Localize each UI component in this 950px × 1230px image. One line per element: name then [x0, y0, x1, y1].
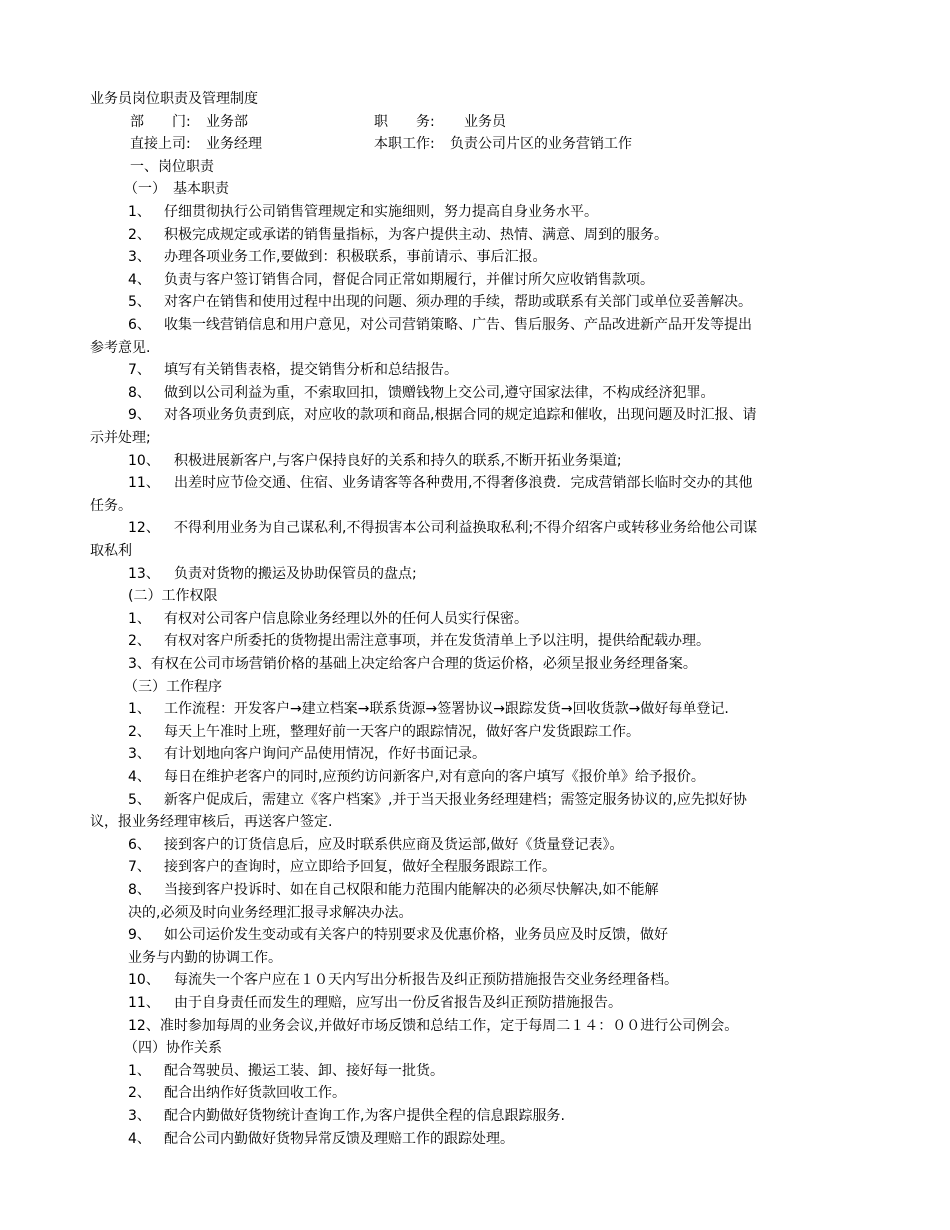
dept-label: 部 门:: [130, 113, 191, 130]
list-item: 3、 办理各项业务工作,要做到：积极联系，事前请示、事后汇报。: [0, 246, 950, 269]
header-row-1: [0, 111, 950, 134]
position-value: 业务员: [464, 113, 506, 130]
dept-value: 业务部: [206, 113, 248, 130]
list-item: 7、 接到客户的查询时，应立即给予回复，做好全程服务跟踪工作。: [0, 856, 950, 879]
list-item: 10、 积极进展新客户,与客户保持良好的关系和持久的联系,不断开拓业务渠道;: [0, 450, 950, 473]
list-item-continuation: 任务。: [90, 497, 132, 514]
section-heading: 一、岗位职责: [130, 158, 214, 175]
subsection-heading: （四）协作关系: [124, 1040, 222, 1057]
list-item: 10、 每流失一个客户应在１０天内写出分析报告及纠正预防措施报告交业务经理备档。: [0, 969, 950, 992]
superior-label: 直接上司:: [130, 136, 191, 153]
subsection-heading: （一） 基本职责: [124, 181, 229, 198]
item-number: 3、: [128, 1108, 151, 1124]
item-number: 1、: [128, 204, 151, 220]
list-item-continuation: 决的,必须及时向业务经理汇报寻求解决办法。: [128, 904, 413, 921]
duty-value: 负责公司片区的业务营销工作: [450, 136, 632, 153]
list-item: 4、 每日在维护老客户的同时,应预约访问新客户,对有意向的客户填写《报价单》给予报价。: [0, 766, 950, 789]
list-item: 12、 不得利用业务为自己谋私利,不得损害本公司利益换取私利;不得介绍客户或转移业务给他公司谋: [0, 517, 950, 540]
list-item: 3、 配合内勤做好货物统计查询工作,为客户提供全程的信息跟踪服务.: [0, 1105, 950, 1128]
item-number: 8、: [128, 882, 151, 898]
item-number: 4、: [128, 1130, 151, 1147]
item-number: 3、: [128, 746, 151, 763]
list-item: 8、 当接到客户投诉时、如在自己权限和能力范围内能解决的必须尽快解决,如不能解: [0, 879, 950, 902]
list-item: 8、 做到以公司利益为重，不索取回扣，馈赠钱物上交公司,遵守国家法律，不构成经济犯罪。: [0, 382, 950, 405]
subsection-heading: （三）工作程序: [124, 678, 222, 695]
list-item: 2、 配合出纳作好货款回收工作。: [0, 1082, 950, 1105]
item-number: 1、: [128, 701, 151, 718]
item-number: 13、: [128, 565, 160, 582]
subsection-heading: (二）工作权限: [128, 588, 218, 605]
list-item: 2、 有权对客户所委托的货物提出需注意事项，并在发货清单上予以注明，提供给配载办理。: [0, 630, 950, 653]
item-number: 6、: [128, 317, 151, 333]
list-item: 5、 新客户促成后，需建立《客户档案》,并于当天报业务经理建档；需签定服务协议的,应先拟好协: [0, 789, 950, 812]
item-number: 4、: [128, 271, 151, 288]
item-number: 2、: [128, 633, 151, 650]
list-item: 1、 有权对公司客户信息除业务经理以外的任何人员实行保密。: [0, 608, 950, 631]
list-item-continuation: 示并处理;: [90, 430, 151, 446]
list-item: 11、 出差时应节俭交通、住宿、业务请客等各种费用,不得奢侈浪费．完成营销部长临时交办的其他: [0, 472, 950, 495]
item-number: 9、: [128, 407, 151, 424]
list-item: 2、 每天上午准时上班，整理好前一天客户的跟踪情况，做好客户发货跟踪工作。: [0, 721, 950, 744]
item-number: 6、: [128, 836, 151, 853]
list-item: 13、 负责对货物的搬运及协助保管员的盘点;: [0, 563, 950, 586]
item-number: 12、: [128, 520, 160, 537]
list-item: 3、有权在公司市场营销价格的基础上决定给客户合理的货运价格，必须呈报业务经理备案。: [128, 656, 697, 672]
list-item: 4、 配合公司内勤做好货物异常反馈及理赔工作的跟踪处理。: [0, 1128, 950, 1151]
item-number: 7、: [128, 859, 151, 876]
item-number: 11、: [128, 995, 160, 1011]
list-item: 3、 有计划地向客户询问产品使用情况，作好书面记录。: [0, 743, 950, 766]
item-number: 10、: [128, 452, 160, 469]
list-item: 2、 积极完成规定或承诺的销售量指标，为客户提供主动、热情、满意、周到的服务。: [0, 224, 950, 247]
list-item: 9、 对各项业务负责到底，对应收的款项和商品,根据合同的规定追踪和催收，出现问题及时汇报、请: [0, 404, 950, 427]
item-number: 5、: [128, 294, 151, 311]
item-number: 7、: [128, 362, 151, 379]
list-item-continuation: 业务与内勤的协调工作。: [128, 949, 282, 966]
item-number: 2、: [128, 723, 151, 740]
list-item: 1、 仔细贯彻执行公司销售管理规定和实施细则，努力提高自身业务水平。: [0, 201, 950, 224]
list-item: 1、 工作流程：开发客户→建立档案→联系货源→签署协议→跟踪发货→回收货款→做好每单登记.: [0, 698, 950, 721]
item-number: 1、: [128, 610, 151, 627]
list-item: 7、 填写有关销售表格，提交销售分析和总结报告。: [0, 359, 950, 382]
item-number: 8、: [128, 384, 151, 401]
list-item: 12、准时参加每周的业务会议,并做好市场反馈和总结工作，定于每周二１４：００进行公司例会。: [128, 1017, 739, 1034]
list-item-continuation: 取私利: [90, 543, 132, 559]
item-number: 10、: [128, 972, 160, 989]
item-number: 9、: [128, 927, 151, 944]
list-item: 6、 收集一线营销信息和用户意见，对公司营销策略、广告、售后服务、产品改进新产品开发等提出: [0, 314, 950, 337]
list-item: 9、 如公司运价发生变动或有关客户的特别要求及优惠价格，业务员应及时反馈，做好: [0, 924, 950, 947]
list-item: 1、 配合驾驶员、搬运工装、卸、接好每一批货。: [0, 1060, 950, 1083]
list-item: 5、 对客户在销售和使用过程中出现的问题、须办理的手续，帮助或联系有关部门或单位妥善解决。: [0, 291, 950, 314]
item-number: 1、: [128, 1062, 151, 1079]
item-number: 5、: [128, 791, 151, 808]
document-title: 业务员岗位职责及管理制度: [90, 91, 258, 107]
item-number: 4、: [128, 769, 151, 785]
list-item-continuation: 参考意见.: [90, 339, 151, 356]
list-item: 4、 负责与客户签订销售合同，督促合同正常如期履行，并催讨所欠应收销售款项。: [0, 269, 950, 292]
superior-value: 业务经理: [206, 136, 262, 153]
item-number: 2、: [128, 1085, 151, 1102]
header-row-2: [0, 133, 950, 156]
list-item: 6、 接到客户的订货信息后，应及时联系供应商及货运部,做好《货量登记表》。: [0, 834, 950, 857]
item-number: 2、: [128, 226, 151, 243]
item-number: 3、: [128, 249, 151, 266]
item-number: 11、: [128, 475, 160, 492]
list-item-continuation: 议，报业务经理审核后，再送客户签定.: [90, 814, 333, 831]
duty-label: 本职工作:: [374, 136, 435, 153]
position-label: 职 务:: [374, 113, 435, 130]
list-item: 11、 由于自身责任而发生的理赔，应写出一份反省报告及纠正预防措施报告。: [0, 992, 950, 1015]
